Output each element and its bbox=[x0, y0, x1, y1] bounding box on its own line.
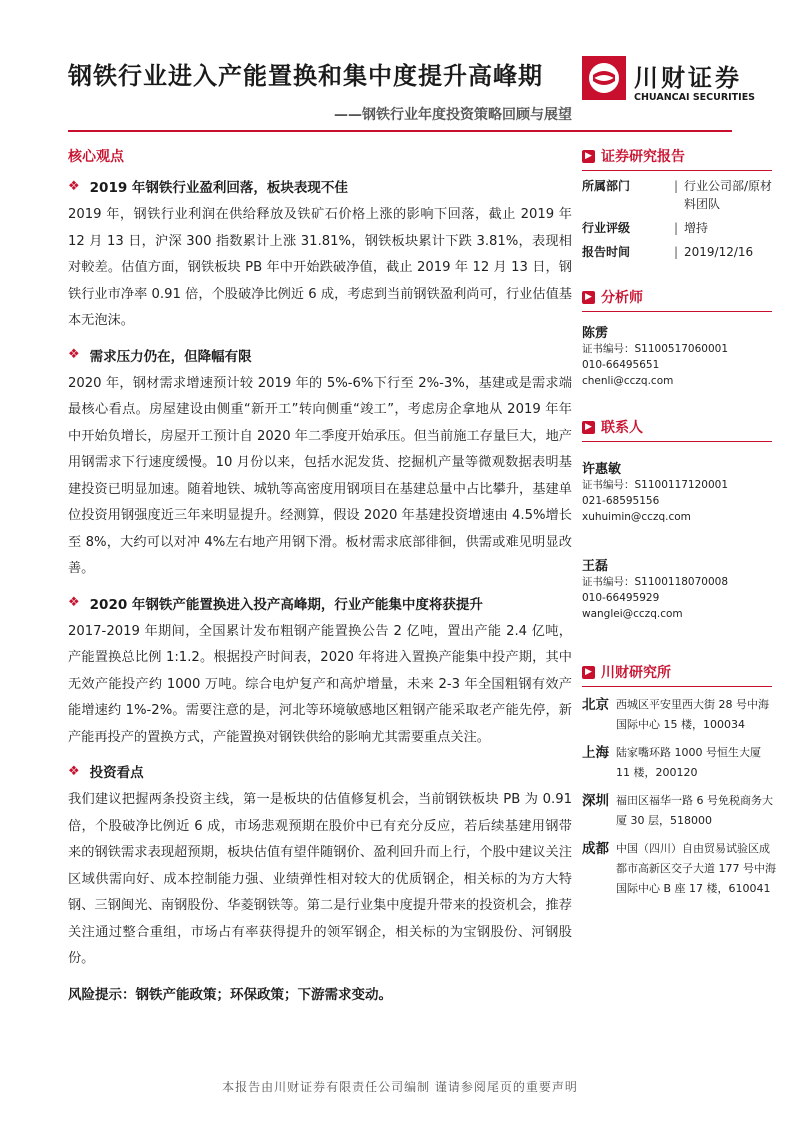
info-separator: | bbox=[674, 221, 679, 235]
logo-english-name: CHUANCAI SECURITIES bbox=[634, 92, 756, 103]
section-paragraph: 2020 年，钢材需求增速预计较 2019 年的 5%-6%下行至 2%-3%，基建或是需求端最核心看点。房屋建设由侧重“新开工”转向侧重“竣工”，考虑房企拿地从 2019 年年中开始负增长，房屋开工预计自 2020 年二季度开始承压。但当前施工存量巨大，地产用钢需求下行速度缓慢。10 月份以来，包括水泥发货、挖掘机产量等微观数据表明基建投资已明显加速。随着地铁、城轨等高密度用钢项目在基建总量中占比攀升，基建单位投资用钢强度近三年来明显提升。经测算，假设 2020 年基建投资增速由 4.5%增长至 8%，大约可以对冲 4%左右地产用钢下滑。板材需求底部徘徊，供需或难见明显改善。 bbox=[68, 375, 572, 576]
diamond-bullet-icon: ❖ bbox=[68, 178, 80, 194]
office-beijing bbox=[582, 695, 782, 735]
section-marker-icon: ▶ bbox=[582, 421, 595, 434]
info-separator: | bbox=[674, 179, 679, 193]
info-key: 报告时间 bbox=[582, 245, 631, 259]
office-city: 上海 bbox=[582, 745, 609, 761]
office-city: 成都 bbox=[582, 841, 609, 857]
office-city: 深圳 bbox=[582, 793, 609, 809]
institute-heading-text: 川财研究所 bbox=[601, 665, 671, 681]
contact-heading bbox=[582, 417, 782, 437]
sidebar-divider bbox=[582, 170, 772, 171]
logo-chinese-name: 川财证券 bbox=[634, 64, 742, 92]
section-heading bbox=[68, 593, 572, 613]
contact-phone: 010-66495929 bbox=[582, 592, 660, 604]
analyst-cert: 证书编号：S1100517060001 bbox=[582, 343, 729, 355]
section-heading bbox=[68, 345, 572, 365]
title-divider bbox=[68, 130, 732, 132]
report-subtitle: ——钢铁行业年度投资策略回顾与展望 bbox=[334, 107, 572, 123]
diamond-bullet-icon: ❖ bbox=[68, 347, 80, 362]
section-heading-text: 2019 年钢铁行业盈利回落，板块表现不佳 bbox=[89, 180, 348, 196]
section-paragraph: 2017-2019 年期间，全国累计发布粗钢产能置换公告 2 亿吨，置出产能 2.4 亿吨，产能置换总比例 1:1.2。根据投产时间表，2020 年将进入置换产能集中投产期，其中无效产能投产约 1000 万吨。综合电炉复产和高炉增量，未来 2-3 年全国粗钢有效产能增速约 1%-2%。需要注意的是，河北等环境敏感地区粗钢产能采取老产能先停，新产能再投产的置换方式，产能置换对钢铁供给的影响尤其需要重点关注。 bbox=[68, 623, 572, 745]
institute-heading bbox=[582, 662, 782, 682]
contact-cert: 证书编号：S1100118070008 bbox=[582, 576, 729, 588]
section-heading-text: 需求压力仍在，但降幅有限 bbox=[89, 348, 252, 365]
sidebar-divider bbox=[582, 686, 772, 687]
section-paragraph: 我们建议把握两条投资主线，第一是板块的估值修复机会，当前钢铁板块 PB 为 0.91 倍，个股破净比例近 6 成，市场悲观预期在股价中已有充分反应，若后续基建用钢带来的钢铁需求表现超预期，板块估值有望伴随钢价、盈利回升而上行，个股中建议关注区域供需向好、成本控制能力强、业绩弹性相对较大的优质钢企，相关标的为方大特钢、三钢闽光、南钢股份、华菱钢铁等。第二是行业集中度提升带来的投资机会，推荐关注通过整合重组，市场占有率获得提升的领军钢企，相关标的为宝钢股份、河钢股份。 bbox=[68, 792, 572, 966]
contact-phone: 021-68595156 bbox=[582, 495, 660, 507]
info-key: 行业评级 bbox=[582, 221, 631, 235]
contact-cert: 证书编号：S1100117120001 bbox=[582, 479, 729, 491]
office-address: 福田区福华一路 6 号免税商务大厦 30 层，518000 bbox=[616, 794, 773, 827]
chuancai-logo-icon bbox=[582, 56, 626, 100]
office-address: 陆家嘴环路 1000 号恒生大厦 11 楼，200120 bbox=[616, 746, 761, 779]
section-marker-icon: ▶ bbox=[582, 291, 595, 304]
diamond-bullet-icon: ❖ bbox=[68, 595, 80, 610]
office-shanghai bbox=[582, 743, 782, 783]
office-address: 中国（四川）自由贸易试验区成都市高新区交子大道 177 号中海国际中心 B 座 17 楼，610041 bbox=[616, 842, 776, 895]
sidebar-divider bbox=[582, 311, 772, 312]
section-heading-text: 投资看点 bbox=[89, 765, 144, 781]
report-info-heading-text: 证券研究报告 bbox=[601, 149, 685, 165]
company-logo bbox=[582, 52, 772, 108]
info-value: 行业公司部/原材料团队 bbox=[684, 179, 773, 211]
analyst-name: 陈雳 bbox=[582, 326, 609, 341]
section-marker-icon: ▶ bbox=[582, 150, 595, 163]
diamond-bullet-icon: ❖ bbox=[68, 763, 80, 779]
contact-email[interactable]: wanglei@cczq.com bbox=[582, 608, 683, 620]
section-heading bbox=[68, 176, 572, 196]
info-row-date bbox=[582, 243, 782, 261]
office-city: 北京 bbox=[582, 697, 609, 713]
sidebar bbox=[582, 146, 782, 899]
analyst-phone: 010-66495651 bbox=[582, 359, 660, 371]
analyst-heading bbox=[582, 287, 782, 307]
sidebar-divider bbox=[582, 441, 772, 442]
section-marker-icon: ▶ bbox=[582, 666, 595, 679]
core-view-label: 核心观点 bbox=[68, 149, 124, 165]
info-row-department bbox=[582, 177, 782, 213]
analyst-email[interactable]: chenli@cczq.com bbox=[582, 375, 674, 387]
office-chengdu bbox=[582, 839, 782, 899]
info-value: 2019/12/16 bbox=[684, 245, 754, 259]
analyst-heading-text: 分析师 bbox=[601, 290, 643, 306]
main-content bbox=[68, 146, 572, 1003]
contact-email[interactable]: xuhuimin@cczq.com bbox=[582, 511, 691, 523]
contact-name: 许惠敏 bbox=[582, 462, 622, 477]
report-info-heading bbox=[582, 146, 782, 166]
info-key: 所属部门 bbox=[582, 179, 631, 193]
info-value: 增持 bbox=[684, 221, 709, 235]
section-heading bbox=[68, 761, 572, 781]
section-heading-text: 2020 年钢铁产能置换进入投产高峰期，行业产能集中度将获提升 bbox=[89, 596, 483, 613]
info-separator: | bbox=[674, 245, 679, 259]
page-footer: 本报告由川财证券有限责任公司编制 谨请参阅尾页的重要声明 bbox=[222, 1080, 578, 1094]
info-row-rating bbox=[582, 219, 782, 237]
contact-heading-text: 联系人 bbox=[601, 420, 643, 436]
office-address: 西城区平安里西大街 28 号中海国际中心 15 楼，100034 bbox=[616, 698, 769, 731]
section-paragraph: 2019 年，钢铁行业利润在供给释放及铁矿石价格上涨的影响下回落，截止 2019 年 12 月 13 日，沪深 300 指数累计上涨 31.81%，钢铁板块累计下跌 3.81%，表现相对較差。估值方面，钢铁板块 PB 年中开始跌破净值，截止 2019 年 12 月 13 日，钢铁行业市净率 0.91 倍，个股破净比例近 6 成，考虑到当前钢铁盈利尚可，行业估值基本无泡沫。 bbox=[68, 207, 572, 328]
risk-warning: 风险提示：钢铁产能政策；环保政策；下游需求变动。 bbox=[68, 986, 392, 1003]
report-title: 钢铁行业进入产能置换和集中度提升高峰期 bbox=[68, 62, 543, 90]
contact-name: 王磊 bbox=[582, 559, 609, 574]
office-shenzhen bbox=[582, 791, 782, 831]
